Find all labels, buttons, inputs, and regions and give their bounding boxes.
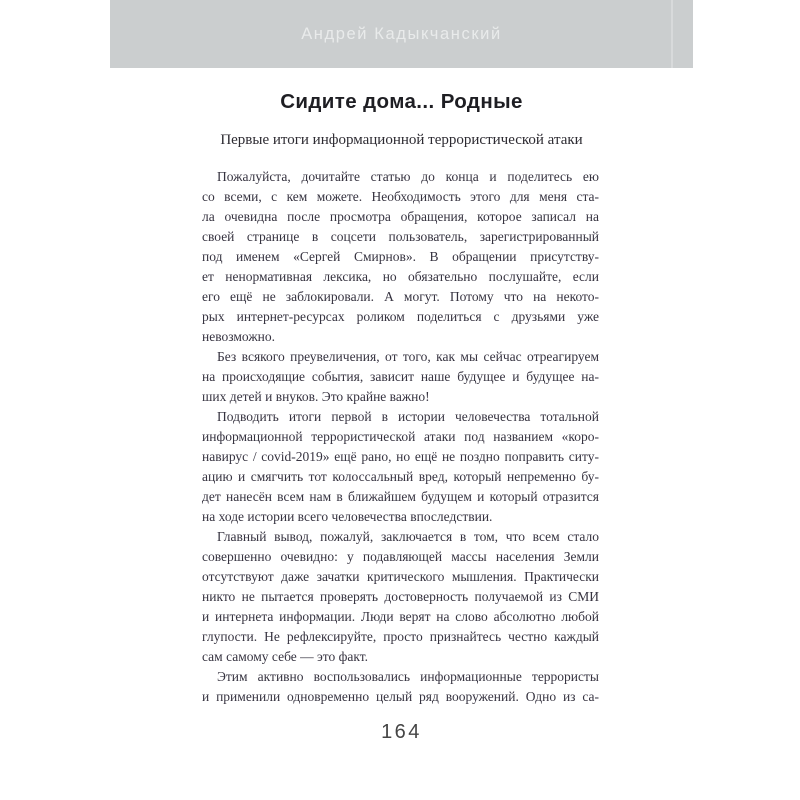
body-line: и применили одновременно целый ряд вооружений. Одно из са- bbox=[202, 689, 599, 704]
body-line: отсутствуют даже зачатки критического мышления. Практически bbox=[202, 569, 599, 584]
body-line: Подводить итоги первой в истории человечества тотальной bbox=[217, 409, 599, 424]
body-line: Без всякого преувеличения, от того, как мы сейчас отреагируем bbox=[217, 349, 599, 364]
body-line: со всеми, с кем можете. Необходимость этого для меня ста- bbox=[202, 189, 599, 204]
running-header-author: Андрей Кадыкчанский bbox=[301, 24, 502, 43]
body-line: информационной террористической атаки под названием «коро- bbox=[202, 429, 599, 444]
body-line: его ещё не заблокировали. А могут. Потому что на некото- bbox=[202, 289, 599, 304]
body-line: ла очевидна после просмотра обращения, которое записал на bbox=[202, 209, 599, 224]
body-line: и интернета информации. Люди верят на слово абсолютно любой bbox=[202, 609, 599, 624]
body-line: рых интернет-ресурсах роликом поделиться с друзьями уже bbox=[202, 309, 599, 324]
body-line: своей странице в соцсети пользователь, зарегистрированный bbox=[202, 229, 599, 244]
body-line: под именем «Сергей Смирнов». В обращении присутству- bbox=[202, 249, 599, 264]
body-line: сам самому себе — это факт. bbox=[202, 649, 369, 664]
chapter-title: Сидите дома... Родные bbox=[280, 90, 523, 113]
body-line: Пожалуйста, дочитайте статью до конца и поделитесь ею bbox=[217, 169, 599, 184]
body-line: на ходе истории всего человечества впоследствии. bbox=[202, 509, 493, 524]
body-line: совершенно очевидно: у подавляющей массы населения Земли bbox=[202, 549, 599, 564]
body-line: дет нанесён всем нам в ближайшем будущем и который отразится bbox=[202, 489, 599, 504]
body-line: никто не пытается проверять достоверность получаемой из СМИ bbox=[202, 589, 599, 604]
running-header-band bbox=[110, 0, 693, 68]
body-line: Главный вывод, пожалуй, заключается в том, что всем стало bbox=[217, 529, 599, 544]
page-number: 164 bbox=[381, 721, 422, 743]
chapter-subtitle: Первые итоги информационной террористической атаки bbox=[220, 132, 583, 148]
body-line: глупости. Не рефлексируйте, просто признайтесь честно каждый bbox=[202, 629, 599, 644]
body-line: ших детей и внуков. Это крайне важно! bbox=[202, 389, 430, 404]
body-line: ет ненормативная лексика, но обязательно послушайте, если bbox=[202, 269, 599, 284]
body-line: навирус / covid-2019» ещё рано, но ещё не поздно поправить ситу- bbox=[202, 449, 599, 464]
body-text bbox=[202, 167, 599, 707]
body-line: Этим активно воспользовались информационные террористы bbox=[217, 669, 599, 684]
body-line: невозможно. bbox=[202, 329, 276, 344]
body-line: ацию и смягчить тот колоссальный вред, который непременно бу- bbox=[202, 469, 599, 484]
body-line: на происходящие события, зависит наше будущее и будущее на- bbox=[202, 369, 599, 384]
